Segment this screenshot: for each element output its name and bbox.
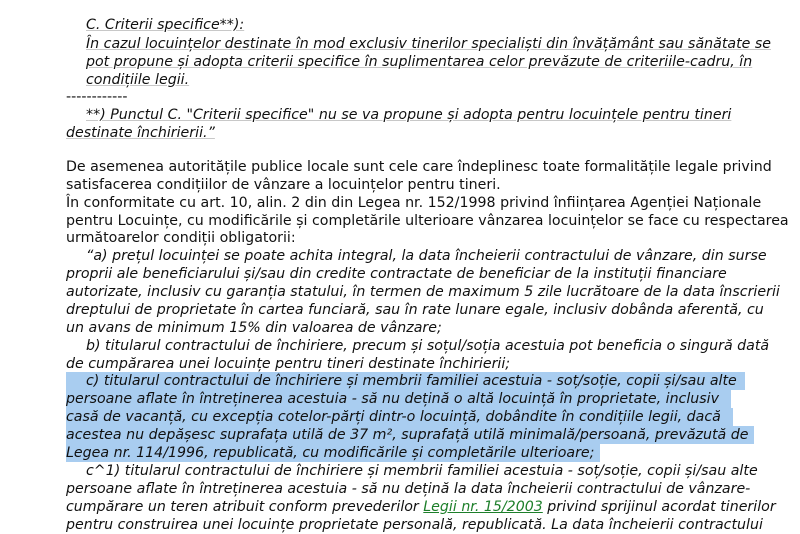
condition-c1-line: c^1) titularul contractului de închiriere și membrii familiei acestuia - soț/soție, copii și/sau alte <box>86 463 758 479</box>
condition-a-line: “a) prețul locuinței se poate achita integral, la data încheierii contractului de vânzare, din surse <box>86 248 767 264</box>
condition-c-highlighted-line[interactable]: persoane aflate în întreținerea acestuia - să nu dețină o altă locuință în proprietate, inclusiv <box>66 390 731 408</box>
condition-c1-text: cumpărare un teren atribuit conform prevederilor <box>66 499 424 515</box>
paragraph-line: În conformitate cu art. 10, alin. 2 din din Legea nr. 152/1998 privind înființarea Agenției Naționale <box>66 195 762 211</box>
condition-c1-line <box>66 498 776 516</box>
footnote-line: destinate închirierii.” <box>66 125 215 141</box>
law-15-2003-link[interactable]: Legii nr. 15/2003 <box>423 499 543 515</box>
section-c-text-line: condițiile legii. <box>86 72 190 88</box>
condition-c-highlighted-line[interactable]: acestea nu depășesc suprafața utilă de 37 m², suprafață utilă minimală/persoană, prevăzută de <box>66 426 754 444</box>
paragraph-line: satisfacerea condițiilor de vânzare a locuințelor pentru tineri. <box>66 177 501 193</box>
condition-c-highlighted-line[interactable]: Legea nr. 114/1996, republicată, cu modificările și completările ulterioare; <box>66 444 600 462</box>
paragraph-line: De asemenea autoritățile publice locale sunt cele care îndeplinesc toate formalitățile legale privind <box>66 159 772 175</box>
condition-c1-line: persoane aflate în întreținerea acestuia - să nu dețină la data încheierii contractului de vânzare- <box>66 481 751 497</box>
condition-b-line: b) titularul contractului de închiriere, precum și soțul/soția acestuia pot beneficia o singură dată <box>86 338 770 354</box>
condition-a-line: un avans de minimum 15% din valoarea de vânzare; <box>66 320 442 336</box>
section-c-text-line: pot propune și adopta criterii specifice în suplimentarea celor prevăzute de criteriile-cadru, în <box>86 54 753 70</box>
section-c-title: C. Criterii specifice**): <box>86 17 245 33</box>
condition-c1-line: pentru construirea unei locuințe proprietate personală, republicată. La data încheierii contractului <box>66 517 763 533</box>
footnote-line: **) Punctul C. "Criterii specifice" nu se va propune și adopta pentru locuințele pentru tineri <box>86 107 732 123</box>
paragraph-line: pentru Locuințe, cu modificările și completările ulterioare vânzarea locuințelor se face cu respectarea <box>66 213 789 229</box>
condition-c1-text: privind sprijinul acordat tinerilor <box>542 499 776 515</box>
condition-a-line: dreptului de proprietate în cartea funciară, sau în rate lunare egale, inclusiv dobânda aferentă, cu <box>66 302 764 318</box>
paragraph-line: următoarelor condiții obligatorii: <box>66 230 296 246</box>
condition-c-highlighted-line[interactable]: c) titularul contractului de închiriere și membrii familiei acestuia - soț/soție, copii și/sau alte <box>66 372 745 390</box>
condition-c-highlighted-line[interactable]: casă de vacanță, cu excepția cotelor-părți dintr-o locuință, dobândite în condițiile legii, dacă <box>66 408 733 426</box>
section-c-text-line: În cazul locuințelor destinate în mod exclusiv tinerilor specialiști din învățământ sau sănătate se <box>86 36 772 52</box>
condition-a-line: proprii ale beneficiarului și/sau din credite contractate de beneficiar de la instituții financiare <box>66 266 727 282</box>
separator-line: ------------ <box>66 89 128 105</box>
condition-b-line: de cumpărarea unei locuințe pentru tineri destinate închirierii; <box>66 356 511 372</box>
condition-a-line: autorizate, inclusiv cu garanția statului, în termen de maximum 5 zile lucrătoare de la data înscrierii <box>66 284 780 300</box>
